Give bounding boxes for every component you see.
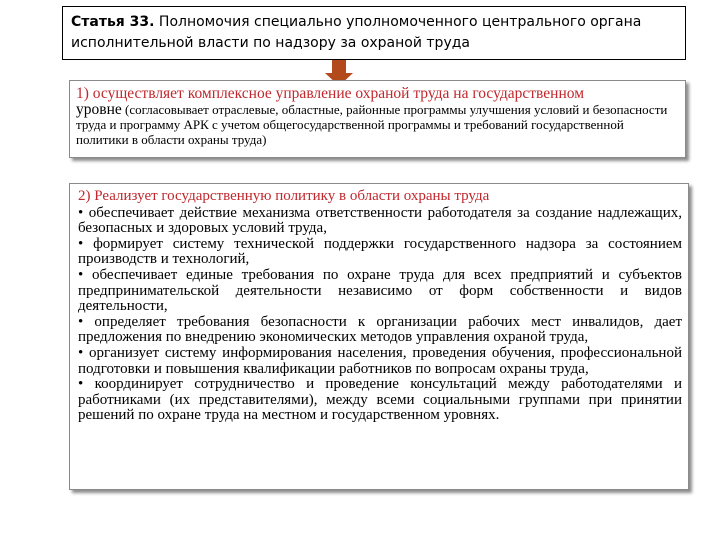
section1-lead-text: 1) осуществляет комплексное управление охраной труда на государственном bbox=[76, 85, 585, 102]
list-item: • формирует систему технической поддержки государственного надзора за состоянием производств и технологий, bbox=[78, 235, 682, 268]
list-item: • обеспечивает единые требования по охране труда для всех предприятий и субъектов предпринимательской деятельности независимо от форм собственности и видов деятельности, bbox=[78, 266, 682, 315]
section1-box bbox=[69, 80, 686, 158]
article-title-text: Полномочия специально уполномоченного центрального органа исполнительной власти по надзору за охраной труда bbox=[71, 14, 642, 51]
list-item: • обеспечивает действие механизма ответственности работодателя за создание надлежащих, безопасных и здоровых условий труда, bbox=[78, 204, 682, 237]
article-number: Статья 33. bbox=[71, 14, 155, 30]
section1-details-text: (согласовывает отраслевые, областные, районные программы улучшения условий и безопасности труда и программу АРК с учетом общегосударственной программы и требований государственной политики в области охраны труда) bbox=[76, 102, 668, 147]
list-item: • координирует сотрудничество и проведение консультаций между работодателями и работниками (их представителями), между всеми социальными группами при принятии решений по охране труда на местном и государственном уровнях. bbox=[78, 376, 682, 424]
section2-box bbox=[69, 183, 689, 490]
section1-details bbox=[76, 102, 679, 147]
list-item: • организует систему информирования населения, проведения обучения, профессиональной подготовки и повышения квалификации работников по вопросам охраны труда, bbox=[78, 344, 682, 377]
list-item: • определяет требования безопасности к организации рабочих мест инвалидов, дает предложения по внедрению экономических методов управления охраной труда, bbox=[78, 313, 682, 346]
section1-lead-end: уровне bbox=[76, 101, 122, 118]
article-title-box bbox=[62, 6, 686, 60]
section2-heading: 2) Реализует государственную политику в области охраны труда bbox=[78, 188, 490, 204]
section1-lead bbox=[76, 85, 679, 102]
